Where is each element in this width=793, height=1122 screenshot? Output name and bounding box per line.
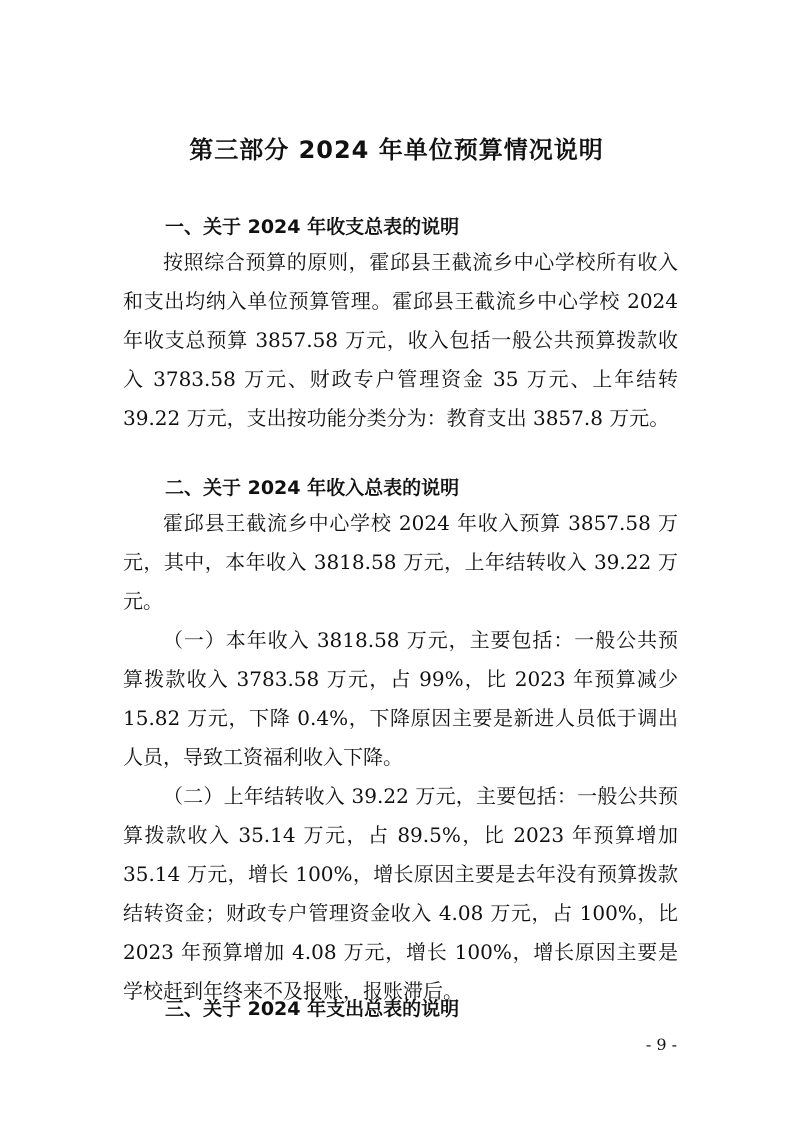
section-3-heading: 三、关于 2024 年支出总表的说明 (165, 998, 460, 1020)
section-2-heading: 二、关于 2024 年收入总表的说明 (165, 477, 460, 499)
section-2-subitem-1: （一）本年收入 3818.58 万元，主要包括：一般公共预算拨款收入 3783.58 万元，占 99%，比 2023 年预算减少 15.82 万元，下降 0.4%，下降原因主要是新进人员低于调出人员，导致工资福利收入下降。 (123, 628, 678, 769)
section-1-heading: 一、关于 2024 年收支总表的说明 (165, 216, 460, 238)
section-2-subitem-2: （二）上年结转收入 39.22 万元，主要包括：一般公共预算拨款收入 35.14 万元，占 89.5%，比 2023 年预算增加 35.14 万元，增长 100%，增长原因主要是去年没有预算拨款结转资金；财政专户管理资金收入 4.08 万元，占 100%，比 2023 年预算增加 4.08 万元，增长 100%，增长原因主要是学校赶到年终来不及报账，报账滞后。 (123, 784, 678, 1003)
page-number: - 9 - (645, 1035, 677, 1054)
section-2-paragraph: 霍邱县王截流乡中心学校 2024 年收入预算 3857.58 万元，其中，本年收入 3818.58 万元，上年结转收入 39.22 万元。 (123, 511, 678, 613)
page-title: 第三部分 2024 年单位预算情况说明 (189, 136, 604, 164)
section-1-paragraph: 按照综合预算的原则，霍邱县王截流乡中心学校所有收入和支出均纳入单位预算管理。霍邱县王截流乡中心学校 2024 年收支总预算 3857.58 万元，收入包括一般公共预算拨款收入 3783.58 万元、财政专户管理资金 35 万元、上年结转 39.22 万元，支出按功能分类分为：教育支出 3857.8 万元。 (123, 250, 678, 430)
